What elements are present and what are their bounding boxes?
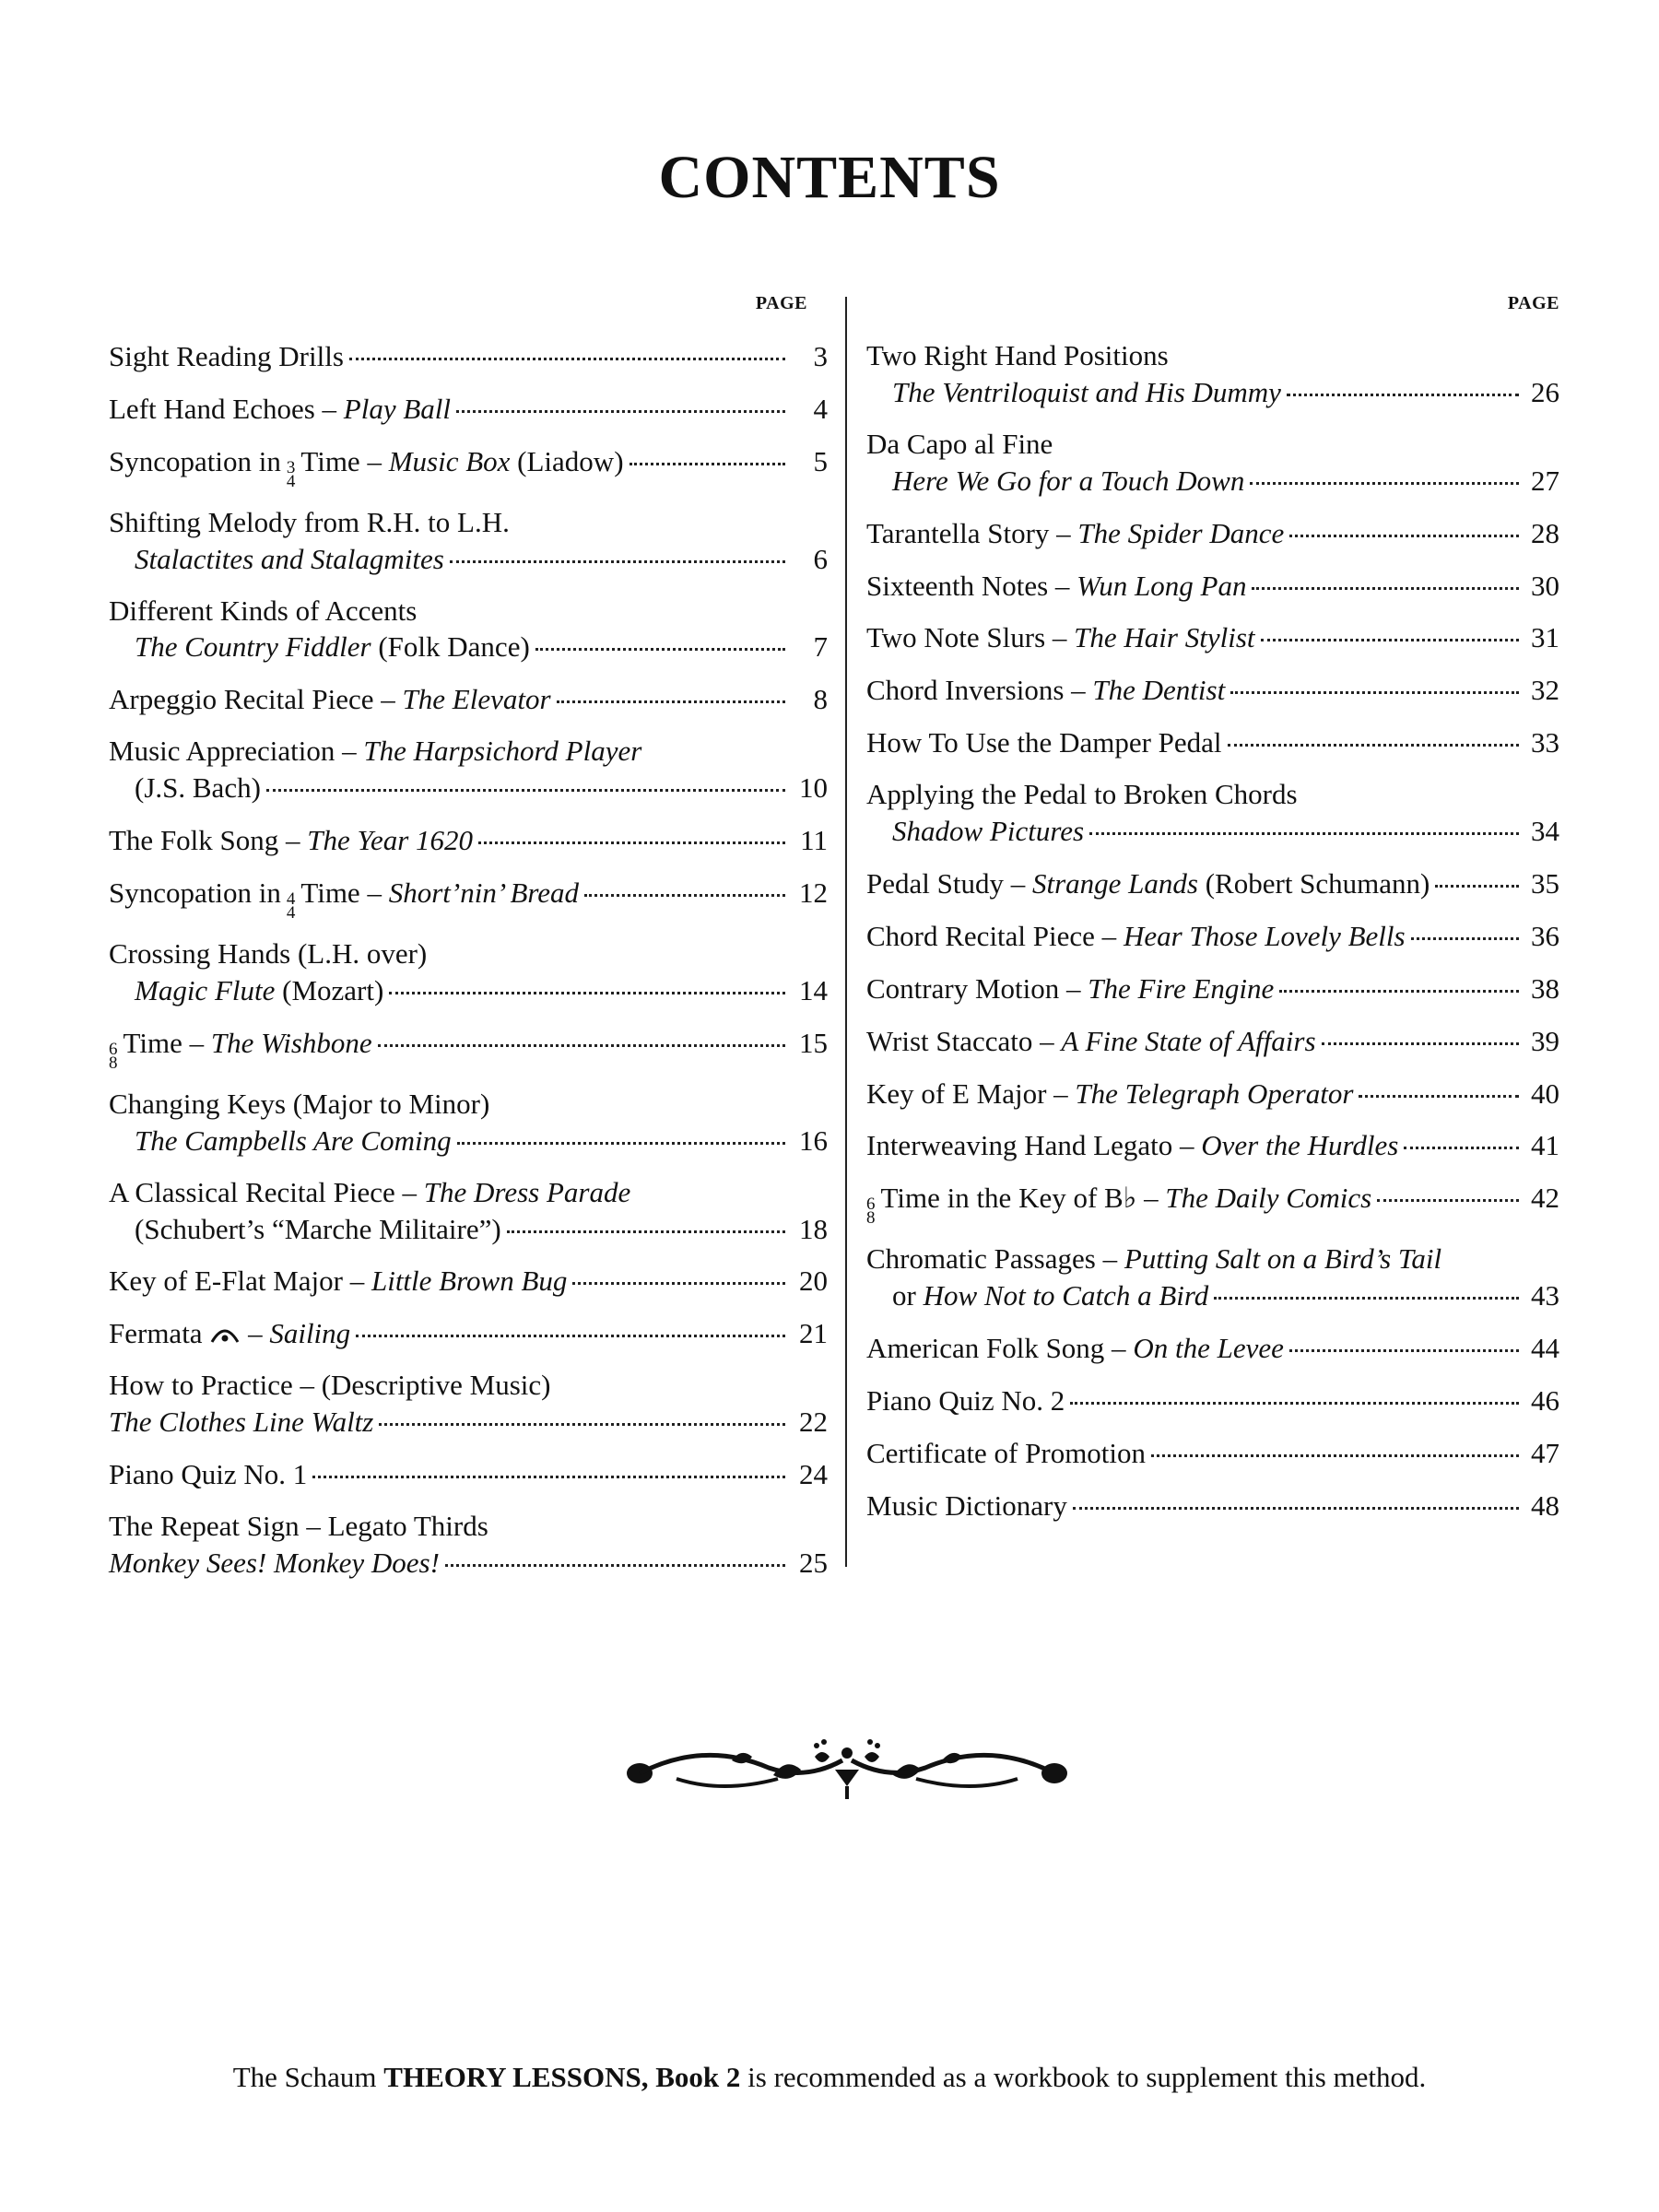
toc-entry: The Repeat Sign – Legato Thirds Monkey Sees! Monkey Does! 25 [109, 1510, 828, 1580]
dot-leader [1230, 665, 1519, 694]
dot-leader [378, 1018, 785, 1047]
page-number: 42 [1531, 1182, 1559, 1215]
contents-column-left [109, 293, 828, 1596]
page-number: 39 [1531, 1024, 1559, 1057]
toc-entry: Changing Keys (Major to Minor) The Campbells Are Coming 16 [109, 1087, 828, 1157]
page-number: 22 [799, 1406, 828, 1439]
toc-entry: How To Use the Damper Pedal 33 [866, 724, 1559, 760]
page-number: 33 [1531, 726, 1559, 759]
dot-leader [478, 816, 785, 844]
dot-leader [457, 1116, 785, 1145]
toc-entry: Sight Reading Drills 3 [109, 337, 828, 374]
page-column-header: PAGE [755, 293, 807, 313]
dot-leader [1279, 964, 1519, 993]
page-number: 7 [813, 630, 828, 664]
page-number: 14 [799, 973, 828, 1006]
dot-leader [1252, 561, 1519, 590]
page-number: 6 [813, 542, 828, 575]
page-number: 30 [1531, 569, 1559, 602]
dot-leader [507, 1205, 785, 1233]
dot-leader [450, 535, 785, 563]
page-title: CONTENTS [658, 144, 1001, 211]
toc-entry: Pedal Study – Strange Lands (Robert Schumann) 35 [866, 865, 1559, 901]
page-number: 21 [799, 1317, 828, 1350]
dot-leader [1250, 456, 1519, 485]
page-number: 15 [799, 1026, 828, 1059]
page-number: 16 [799, 1124, 828, 1157]
time-signature: 4 4 [286, 889, 296, 924]
page-number: 3 [813, 339, 828, 372]
dot-leader [1214, 1271, 1519, 1300]
dot-leader [312, 1450, 785, 1478]
page-number: 35 [1531, 867, 1559, 900]
toc-entry: Piano Quiz No. 2 46 [866, 1382, 1559, 1418]
toc-entry: Contrary Motion – The Fire Engine 38 [866, 970, 1559, 1006]
page-number: 5 [813, 444, 828, 477]
toc-entry: Applying the Pedal to Broken Chords Shadow Pictures 34 [866, 778, 1559, 848]
toc-entry: Crossing Hands (L.H. over) Magic Flute (Mozart) 14 [109, 937, 828, 1006]
toc-entry: The Folk Song – The Year 1620 11 [109, 821, 828, 858]
page-number: 44 [1531, 1332, 1559, 1365]
toc-entry: Piano Quiz No. 1 24 [109, 1455, 828, 1492]
toc-entry: Tarantella Story – The Spider Dance 28 [866, 514, 1559, 551]
toc-entry: Arpeggio Recital Piece – The Elevator 8 [109, 680, 828, 717]
page-number: 24 [799, 1458, 828, 1491]
toc-entry: Chromatic Passages – Putting Salt on a Bird’s Tail or How Not to Catch a Bird 43 [866, 1242, 1559, 1312]
toc-entry: Syncopation in 4 4 Time – Short’nin’ Bread 12 [109, 874, 828, 920]
page-number: 40 [1531, 1077, 1559, 1110]
page-number: 12 [799, 877, 828, 910]
dot-leader [1404, 1122, 1519, 1150]
dot-leader [1359, 1069, 1519, 1098]
page-number: 46 [1531, 1384, 1559, 1418]
column-divider [845, 297, 847, 1567]
dot-leader [629, 437, 785, 465]
page-number: 34 [1531, 815, 1559, 848]
dot-leader [389, 966, 785, 994]
dot-leader [1089, 806, 1519, 835]
dot-leader [266, 763, 785, 792]
dot-leader [349, 332, 785, 360]
page-column-header: PAGE [1507, 293, 1559, 313]
toc-entry: How to Practice – (Descriptive Music) The Clothes Line Waltz 22 [109, 1369, 828, 1439]
toc-entry: Certificate of Promotion 47 [866, 1434, 1559, 1471]
time-signature: 6 8 [109, 1039, 118, 1073]
footer-note: The Schaum THEORY LESSONS, Book 2 is recommended as a workbook to supplement this method. [232, 2061, 1427, 2093]
toc-entry: Key of E Major – The Telegraph Operator 40 [866, 1075, 1559, 1112]
toc-entry: Syncopation in 3 4 Time – Music Box (Liadow) 5 [109, 442, 828, 488]
toc-entry: Chord Recital Piece – Hear Those Lovely Bells 36 [866, 917, 1559, 954]
page-number: 20 [799, 1265, 828, 1298]
dot-leader [379, 1397, 785, 1426]
dot-leader [445, 1538, 785, 1567]
toc-entry: Fermata – Sailing 21 [109, 1314, 828, 1351]
toc-entry: American Folk Song – On the Levee 44 [866, 1329, 1559, 1366]
time-signature: 3 4 [286, 457, 296, 491]
page-number: 4 [813, 392, 828, 425]
toc-entry: 6 8 Time – The Wishbone 15 [109, 1024, 828, 1070]
dot-leader [1287, 368, 1519, 396]
dot-leader [1435, 859, 1519, 888]
toc-entry: Interweaving Hand Legato – Over the Hurdles 41 [866, 1127, 1559, 1164]
page-number: 36 [1531, 919, 1559, 952]
dot-leader [1322, 1017, 1519, 1045]
toc-entry: Two Note Slurs – The Hair Stylist 31 [866, 619, 1559, 656]
dot-leader [356, 1309, 785, 1337]
page-number: 27 [1531, 464, 1559, 497]
dot-leader [584, 868, 785, 897]
page-number: 32 [1531, 674, 1559, 707]
dot-leader [1073, 1481, 1519, 1510]
dot-leader [1070, 1376, 1519, 1405]
toc-entry: Different Kinds of Accents The Country Fiddler (Folk Dance) 7 [109, 594, 828, 664]
toc-entry: Shifting Melody from R.H. to L.H. Stalactites and Stalagmites 6 [109, 505, 828, 575]
toc-entry: 6 8 Time in the Key of B♭ – The Daily Comics 42 [866, 1179, 1559, 1225]
toc-entry: Music Dictionary 48 [866, 1487, 1559, 1524]
dot-leader [1289, 509, 1519, 537]
page-number: 38 [1531, 971, 1559, 1005]
dot-leader [1289, 1324, 1519, 1352]
dot-leader [1377, 1173, 1519, 1202]
dot-leader [557, 675, 785, 703]
toc-entry: Two Right Hand Positions The Ventriloquist and His Dummy 26 [866, 339, 1559, 408]
page-number: 25 [799, 1547, 828, 1580]
toc-entry: Chord Inversions – The Dentist 32 [866, 671, 1559, 708]
dot-leader [1151, 1429, 1519, 1457]
toc-entry: Music Appreciation – The Harpsichord Player (J.S. Bach) 10 [109, 735, 828, 805]
decorative-ornament [621, 1733, 1073, 1806]
toc-entry: A Classical Recital Piece – The Dress Parade (Schubert’s “Marche Militaire”) 18 [109, 1175, 828, 1245]
dot-leader [1228, 718, 1519, 747]
page-number: 18 [799, 1212, 828, 1245]
dot-leader [572, 1257, 785, 1286]
toc-entry: Wrist Staccato – A Fine State of Affairs 39 [866, 1022, 1559, 1059]
contents-column-right [866, 293, 1559, 1539]
toc-entry: Da Capo al Fine Here We Go for a Touch Down 27 [866, 427, 1559, 497]
dot-leader [1411, 912, 1519, 940]
page-number: 31 [1531, 621, 1559, 654]
page-number: 48 [1531, 1488, 1559, 1522]
page-number: 10 [799, 771, 828, 805]
page-number: 11 [800, 824, 828, 857]
page-number: 43 [1531, 1279, 1559, 1312]
toc-entry: Sixteenth Notes – Wun Long Pan 30 [866, 567, 1559, 604]
page-number: 47 [1531, 1436, 1559, 1469]
page-number: 41 [1531, 1129, 1559, 1162]
toc-entry: Left Hand Echoes – Play Ball 4 [109, 390, 828, 427]
page-number: 28 [1531, 516, 1559, 549]
page-number: 8 [813, 683, 828, 716]
dot-leader [1261, 614, 1519, 642]
toc-entry: Key of E-Flat Major – Little Brown Bug 20 [109, 1263, 828, 1300]
page-number: 26 [1531, 375, 1559, 408]
dot-leader [535, 623, 785, 652]
fermata-icon [209, 1323, 241, 1345]
dot-leader [456, 384, 785, 413]
time-signature: 6 8 [866, 1194, 876, 1229]
